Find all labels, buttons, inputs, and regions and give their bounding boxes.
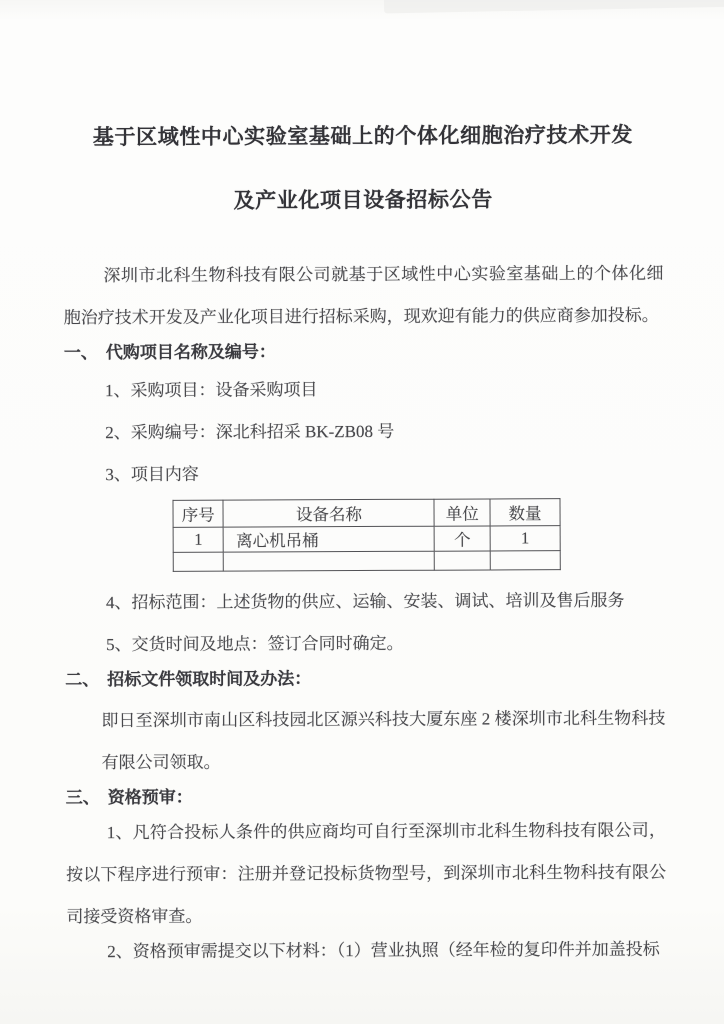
cell-unit [435, 551, 490, 570]
col-header-equipment-name: 设备名称 [223, 499, 434, 527]
table-row-empty [173, 551, 560, 572]
prequalification-paragraph-1: 1、凡符合投标人条件的供应商均可自行至深圳市北科生物科技有限公司，按以下程序进行预审：注册并登记投标货物型号，到深圳市北科生物科技有限公司接受资格审查。 [66, 820, 667, 927]
section-2-marker: 二、 [65, 670, 100, 690]
procurement-item-5: 5、交货时间及地点：签订合同时确定。 [106, 633, 404, 655]
section-1-heading-text: 代购项目名称及编号： [105, 342, 276, 363]
cell-equipment-name [224, 551, 435, 571]
intro-paragraph: 深圳市北科生物科技有限公司就基于区域性中心实验室基础上的个体化细胞治疗技术开发及产业化项目进行招标采购，现欢迎有能力的供应商参加投标。 [63, 263, 664, 328]
title-line-1: 基于区域性中心实验室基础上的个体化细胞治疗技术开发 [92, 122, 633, 150]
document-content [62, 0, 666, 973]
col-header-unit: 单位 [434, 499, 489, 526]
section-1-marker: 一、 [63, 343, 98, 363]
cell-index [173, 552, 224, 571]
equipment-table-header-row [173, 499, 560, 528]
procurement-item-4: 4、招标范围：上述货物的供应、运输、安装、调试、培训及售后服务 [105, 590, 625, 613]
section-2-heading-text: 招标文件领取时间及办法： [107, 669, 312, 690]
equipment-table [172, 498, 560, 572]
section-3-marker: 三、 [65, 788, 100, 808]
cell-unit: 个 [435, 526, 490, 551]
prequalification-paragraph-2: 2、资格预审需提交以下材料：（1）营业执照（经年检的复印件并加盖投标 [107, 939, 660, 962]
procurement-item-2: 2、采购编号：深北科招采 BK-ZB08 号 [105, 421, 395, 443]
document-title [63, 103, 664, 234]
cell-equipment-name: 离心机吊桶 [224, 526, 435, 552]
title-line-2: 及产业化项目设备招标公告 [233, 187, 493, 213]
col-header-index: 序号 [173, 500, 224, 527]
col-header-quantity: 数量 [490, 499, 560, 526]
table-row [173, 526, 560, 553]
cell-quantity [490, 551, 560, 570]
cell-quantity: 1 [490, 526, 560, 551]
procurement-item-3: 3、项目内容 [105, 464, 199, 485]
section-3-heading-text: 资格预审： [107, 787, 193, 808]
procurement-item-1: 1、采购项目：设备采购项目 [104, 380, 318, 401]
section-2-body: 即日至深圳市南山区科技园北区源兴科技大厦东座 2 楼深圳市北科生物科技有限公司领取。 [101, 708, 666, 773]
cell-index: 1 [173, 527, 224, 552]
